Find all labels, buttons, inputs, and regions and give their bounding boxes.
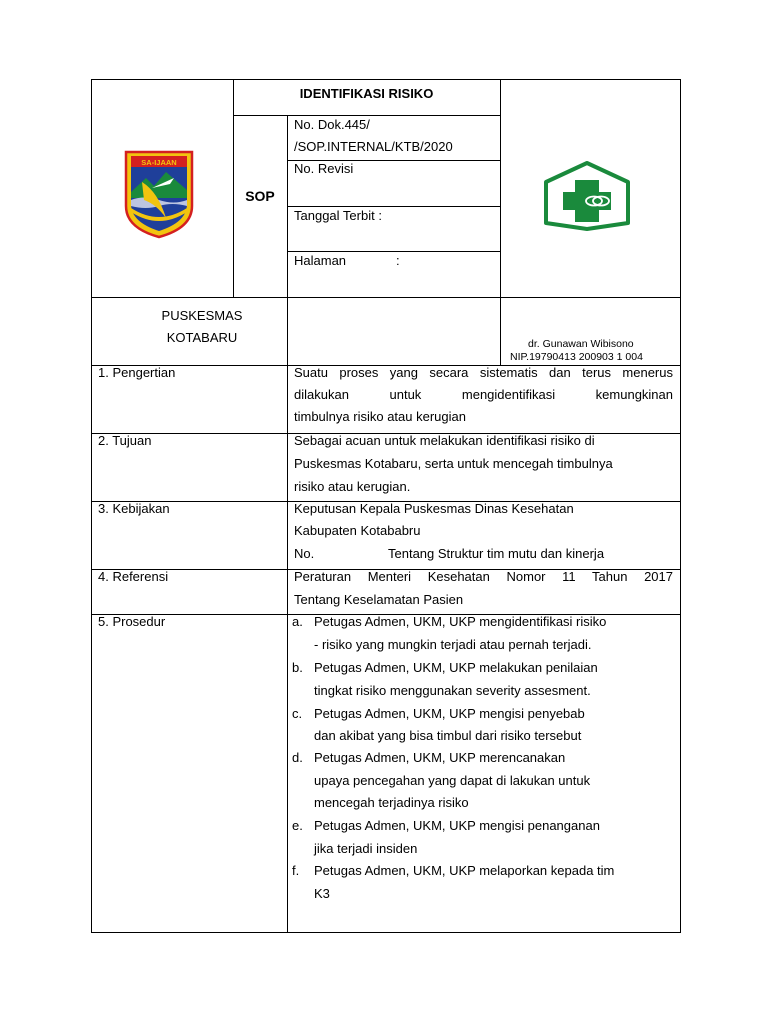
signer-nip: NIP.19790413 200903 1 004 [510,351,643,363]
prosedur-item-line: Petugas Admen, UKM, UKP mengidentifikasi risiko [314,614,607,629]
issue-date: Tanggal Terbit : [294,208,382,223]
prosedur-item-line: K3 [314,886,330,901]
prosedur-item-line: Petugas Admen, UKM, UKP merencanakan [314,750,566,765]
pengertian-line: Suatu proses yang secara sistematis dan terus menerus [294,365,673,380]
kebijakan-line: Kabupaten Kotababru [294,523,421,538]
prosedur-item-line: Petugas Admen, UKM, UKP mengisi penyebab [314,706,585,721]
prosedur-item-line: Petugas Admen, UKM, UKP mengisi penanganan [314,818,600,833]
prosedur-item-line: upaya pencegahan yang dapat di lakukan untuk [314,773,591,788]
pengertian-line: timbulnya risiko atau kerugian [294,409,466,424]
grid-line [287,115,288,933]
prosedur-item-line: tingkat risiko menggunakan severity assesment. [314,683,591,698]
puskesmas-cross-icon [541,160,633,232]
grid-line [91,297,681,298]
prosedur-item-line: dan akibat yang bisa timbul dari risiko tersebut [314,728,582,743]
kebijakan-subject: Tentang Struktur tim mutu dan kinerja [388,546,605,561]
prosedur-item-line: jika terjadi insiden [314,841,418,856]
regency-logo [122,148,196,240]
grid-line [500,79,501,366]
tujuan-line: Sebagai acuan untuk melakukan identifikasi risiko di [294,433,595,448]
institution-name-line2: KOTABARU [166,330,238,345]
section-label-referensi: 4. Referensi [98,569,169,584]
document-title: IDENTIFIKASI RISIKO [299,86,434,101]
prosedur-marker: e. [292,818,303,833]
prosedur-item-line: Petugas Admen, UKM, UKP melakukan penilaian [314,660,598,675]
prosedur-item-line: Petugas Admen, UKM, UKP melaporkan kepada tim [314,863,615,878]
section-label-tujuan: 2. Tujuan [98,433,152,448]
regency-crest-icon [122,148,196,240]
kebijakan-number: No. [294,546,315,561]
section-label-prosedur: 5. Prosedur [98,614,166,629]
prosedur-marker: c. [292,706,303,721]
prosedur-item-line: mencegah terjadinya risiko [314,795,469,810]
section-label-kebijakan: 3. Kebijakan [98,501,170,516]
sop-label: SOP [245,188,275,204]
prosedur-marker: f. [292,863,300,878]
page-label: Halaman [294,253,347,268]
prosedur-marker: d. [292,750,303,765]
section-label-pengertian: 1. Pengertian [98,365,176,380]
prosedur-marker: a. [292,614,303,629]
signer-name: dr. Gunawan Wibisono [528,338,634,350]
referensi-line: Peraturan Menteri Kesehatan Nomor 11 Tahun 2017 [294,569,673,584]
prosedur-item-line: - risiko yang mungkin terjadi atau pernah terjadi. [314,637,592,652]
pengertian-line: dilakukan untuk mengidentifikasi kemungkinan [294,387,673,402]
tujuan-line: Puskesmas Kotabaru, serta untuk mencegah timbulnya [294,456,613,471]
kebijakan-line: Keputusan Kepala Puskesmas Dinas Kesehatan [294,501,574,516]
page-colon: : [396,253,400,268]
doc-number-line2: /SOP.INTERNAL/KTB/2020 [294,139,453,154]
institution-name-line1: PUSKESMAS [161,308,243,323]
revision-number: No. Revisi [294,161,354,176]
referensi-line: Tentang Keselamatan Pasien [294,592,464,607]
doc-number-line1: No. Dok.445/ [294,117,370,132]
svg-text:SA-IJAAN: SA-IJAAN [141,158,177,167]
tujuan-line: risiko atau kerugian. [294,479,411,494]
puskesmas-logo [541,160,633,232]
prosedur-marker: b. [292,660,303,675]
